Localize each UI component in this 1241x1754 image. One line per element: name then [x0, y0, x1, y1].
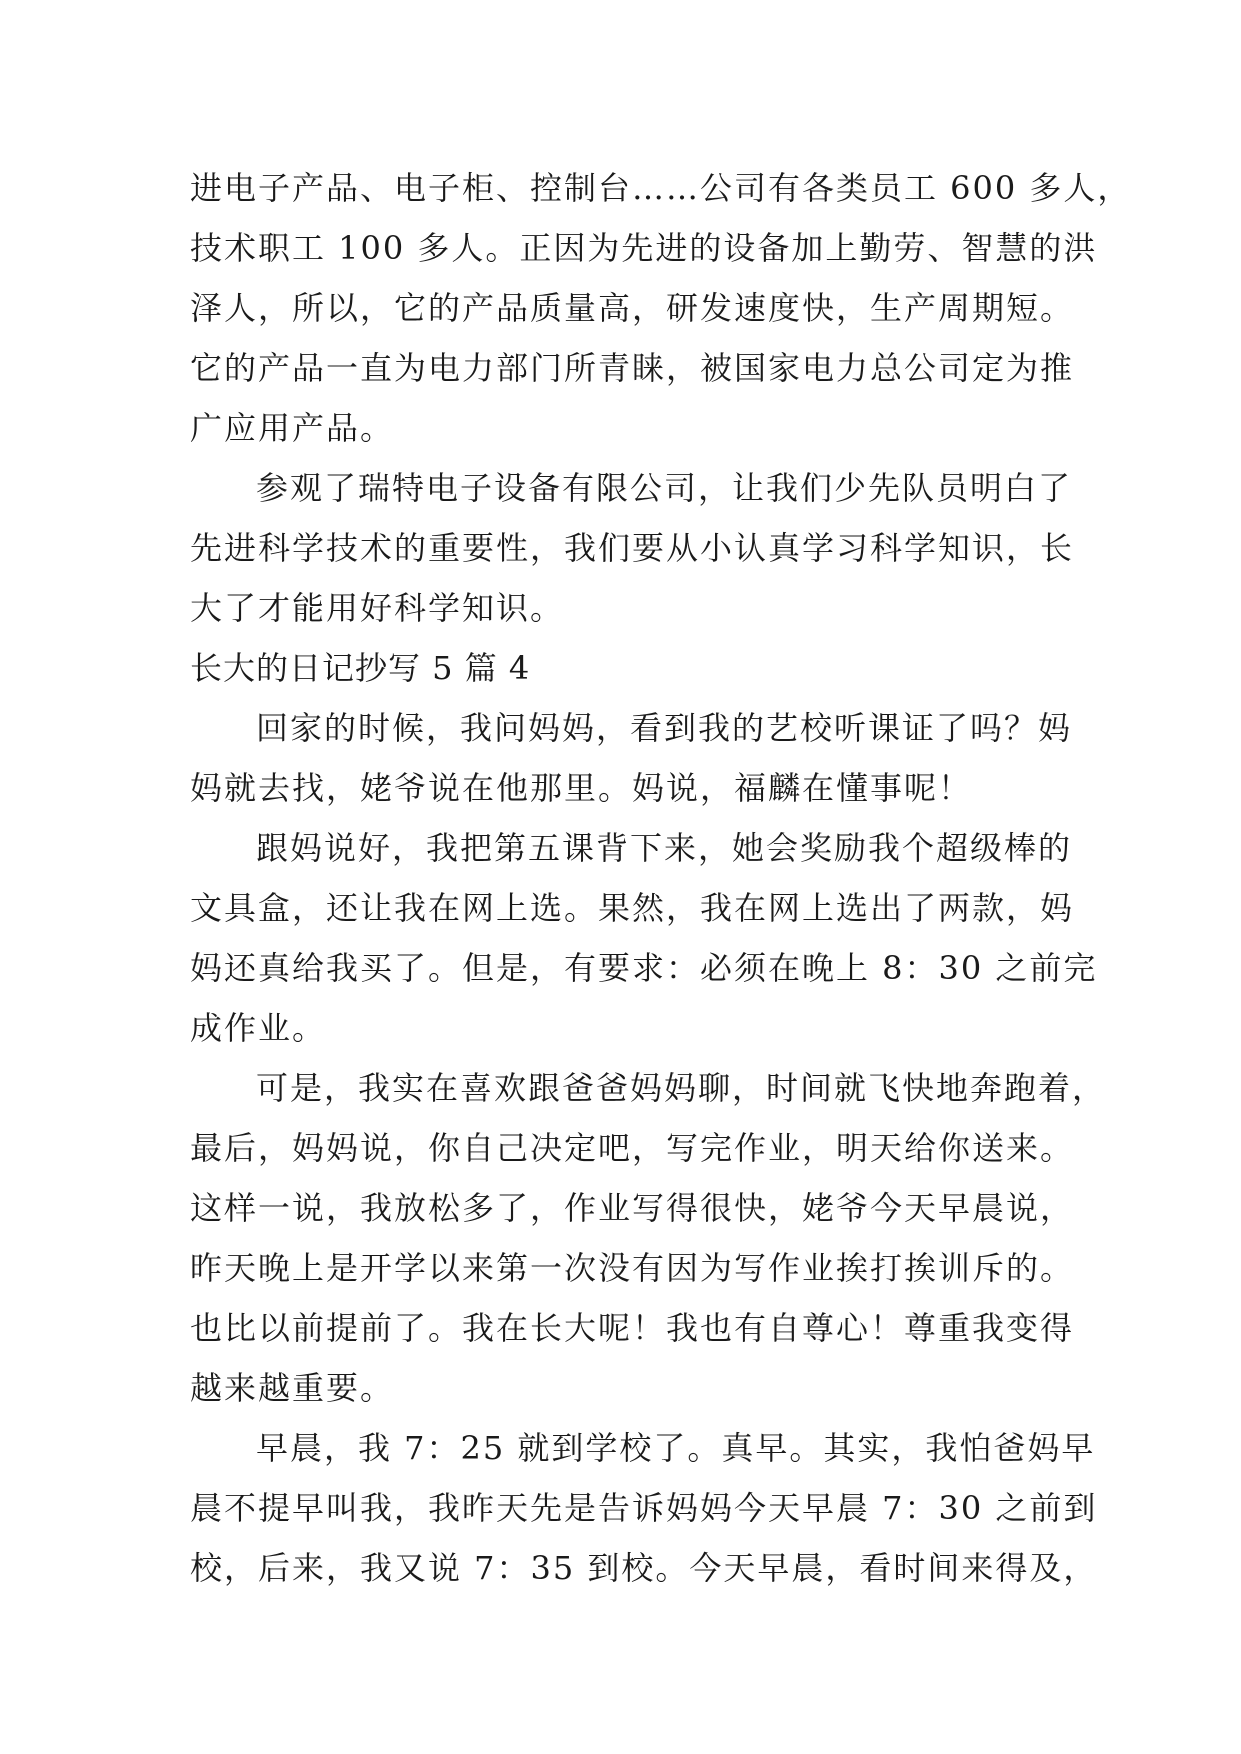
text-line: 文具盒，还让我在网上选。果然，我在网上选出了两款，妈 — [190, 889, 1075, 927]
paragraph-first-line: 回家的时候，我问妈妈，看到我的艺校听课证了吗？妈 — [256, 709, 1073, 747]
text-line: 广应用产品。 — [190, 409, 395, 447]
section-heading: 长大的日记抄写 5 篇 4 — [190, 649, 531, 687]
text-line: 进电子产品、电子柜、控制台……公司有各类员工 600 多人， — [190, 169, 1132, 207]
text-line: 这样一说，我放松多了，作业写得很快，姥爷今天早晨说， — [190, 1189, 1075, 1227]
text-line: 妈就去找，姥爷说在他那里。妈说，福麟在懂事呢！ — [190, 769, 973, 807]
text-line: 先进科学技术的重要性，我们要从小认真学习科学知识，长 — [190, 529, 1075, 567]
text-line: 技术职工 100 多人。正因为先进的设备加上勤劳、智慧的洪 — [190, 229, 1098, 267]
text-line: 也比以前提前了。我在长大呢！我也有自尊心！尊重我变得 — [190, 1309, 1075, 1347]
text-line: 晨不提早叫我，我昨天先是告诉妈妈今天早晨 7：30 之前到 — [190, 1489, 1098, 1527]
paragraph-first-line: 参观了瑞特电子设备有限公司，让我们少先队员明白了 — [256, 469, 1073, 507]
text-line: 校，后来，我又说 7：35 到校。今天早晨，看时间来得及， — [190, 1549, 1098, 1587]
text-line: 泽人，所以，它的产品质量高，研发速度快，生产周期短。 — [190, 289, 1075, 327]
paragraph-first-line: 跟妈说好，我把第五课背下来，她会奖励我个超级棒的 — [256, 829, 1073, 867]
text-line: 成作业。 — [190, 1009, 327, 1047]
text-line: 妈还真给我买了。但是，有要求：必须在晚上 8：30 之前完 — [190, 949, 1098, 987]
text-line: 它的产品一直为电力部门所青睐，被国家电力总公司定为推 — [190, 349, 1075, 387]
text-line: 最后，妈妈说，你自己决定吧，写完作业，明天给你送来。 — [190, 1129, 1075, 1167]
text-line: 越来越重要。 — [190, 1369, 395, 1407]
document-body — [190, 158, 1132, 1598]
text-line: 大了才能用好科学知识。 — [190, 589, 565, 627]
paragraph-first-line: 可是，我实在喜欢跟爸爸妈妈聊，时间就飞快地奔跑着， — [256, 1069, 1107, 1107]
text-line: 昨天晚上是开学以来第一次没有因为写作业挨打挨训斥的。 — [190, 1249, 1075, 1287]
paragraph-first-line: 早晨，我 7：25 就到学校了。真早。其实，我怕爸妈早 — [256, 1429, 1096, 1467]
